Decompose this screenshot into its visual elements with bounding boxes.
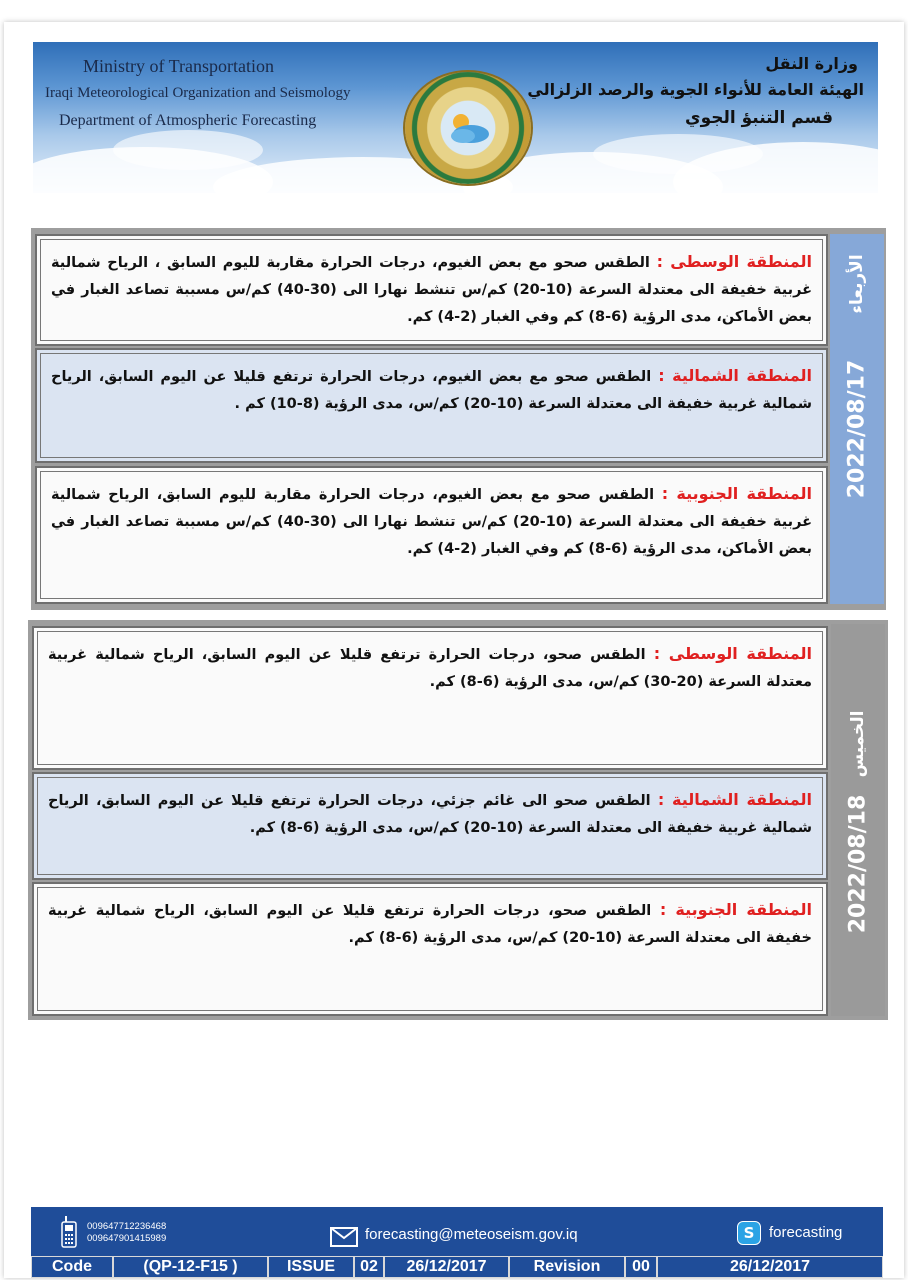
code-value: (QP-12-F15 ) (113, 1256, 268, 1278)
organization-seal-logo (405, 72, 531, 184)
region-label: المنطقة الشمالية : (658, 366, 812, 385)
region-box-south (35, 466, 828, 604)
footer-contact-bar (31, 1207, 883, 1260)
date-label: 2022/08/17 (844, 359, 870, 499)
header-ar-organization: الهيئة العامة للأنواء الجوية والرصد الزلزالي (527, 80, 864, 99)
revision-label: Revision (509, 1256, 625, 1278)
email-link[interactable]: forecasting@meteoseism.gov.iq (365, 1226, 578, 1243)
forecast-text: الطقس صحو مع بعض الغيوم، درجات الحرارة مقاربة لليوم السابق ، الرياح شمالية غربية خفيفة الى معتدلة السرعة (10-20) كم/س تنشط نهارا الى (30-40) كم/س مسببة تصاعد الغبار في بعض الأماكن، مدى الرؤية (6-8) كم وفي الغبار (2-4) كم. (51, 255, 812, 325)
region-box-north (35, 348, 828, 463)
region-label: المنطقة الجنوبية : (659, 900, 812, 919)
header-banner (33, 42, 878, 193)
date-strip (831, 624, 885, 1016)
cloud-sun-icon (443, 110, 493, 146)
revision-number: 00 (625, 1256, 657, 1278)
forecast-text: الطقس صحو، درجات الحرارة ترتفع قليلا عن اليوم السابق، الرياح شمالية غربية معتدلة السرعة (20-30) كم/س، مدى الرؤية (6-8) كم. (48, 647, 812, 690)
document-code-bar (31, 1256, 883, 1278)
region-box-north (32, 772, 828, 880)
region-label: المنطقة الوسطى : (653, 644, 812, 663)
region-label: المنطقة الوسطى : (656, 252, 812, 271)
date-strip (830, 234, 884, 604)
mail-icon (330, 1227, 358, 1247)
forecast-paragraph (48, 640, 812, 696)
day-section-thursday (28, 620, 888, 1020)
forecast-text: الطقس صحو، درجات الحرارة ترتفع قليلا عن اليوم السابق، الرياح شمالية غربية خفيفة الى معتدلة السرعة (10-20) كم/س، مدى الرؤية (6-8) كم. (48, 903, 812, 946)
day-section-wednesday (31, 228, 886, 610)
region-box-central (32, 626, 828, 770)
forecast-paragraph (51, 248, 812, 331)
region-box-south (32, 882, 828, 1016)
issue-label: ISSUE (268, 1256, 354, 1278)
phone-numbers (87, 1221, 166, 1245)
region-label: المنطقة الشمالية : (657, 790, 812, 809)
region-label: المنطقة الجنوبية : (661, 484, 812, 503)
forecast-paragraph (48, 786, 812, 842)
header-en-organization: Iraqi Meteorological Organization and Seismology (45, 85, 351, 101)
forecast-paragraph (51, 362, 812, 418)
phone-number-2: 009647901415989 (87, 1233, 167, 1244)
region-box-central (35, 234, 828, 346)
forecast-text: الطقس صحو مع بعض الغيوم، درجات الحرارة ترتفع قليلا عن اليوم السابق، الرياح شمالية غربية خفيفة الى معتدلة السرعة (10-20) كم/س، مدى الرؤية (8-10) كم . (51, 369, 812, 412)
skype-handle[interactable]: forecasting (769, 1224, 843, 1241)
forecast-text: الطقس صحو الى غائم جزئي، درجات الحرارة ترتفع قليلا عن اليوم السابق، الرياح شمالية غربية خفيفة الى معتدلة السرعة (10-20) كم/س، مدى الرؤية (6-8) كم. (48, 793, 812, 836)
header-ar-department: قسم التنبؤ الجوي (685, 108, 833, 128)
day-label: الأربعاء (847, 254, 867, 314)
skype-icon: S (737, 1221, 761, 1245)
header-en-department: Department of Atmospheric Forecasting (59, 112, 317, 129)
phone-icon (61, 1216, 77, 1248)
date-label: 2022/08/18 (845, 794, 871, 934)
forecast-text: الطقس صحو مع بعض الغيوم، درجات الحرارة مقاربة لليوم السابق، الرياح شمالية غربية خفيفة الى معتدلة السرعة (10-20) كم/س تنشط نهارا الى (30-40) كم/س مسببة تصاعد الغبار في بعض الأماكن، مدى الرؤية (6-8) كم وفي الغبار (2-4) كم. (51, 487, 812, 557)
phone-number-1: 009647712236468 (87, 1221, 167, 1232)
revision-date: 26/12/2017 (657, 1256, 883, 1278)
header-en-ministry: Ministry of Transportation (83, 56, 275, 76)
day-label: الخميس (848, 710, 868, 778)
forecast-paragraph (51, 480, 812, 563)
code-label: Code (31, 1256, 113, 1278)
header-ar-ministry: وزارة النقل (765, 54, 858, 73)
forecast-paragraph (48, 896, 812, 952)
issue-date: 26/12/2017 (384, 1256, 509, 1278)
issue-number: 02 (354, 1256, 384, 1278)
